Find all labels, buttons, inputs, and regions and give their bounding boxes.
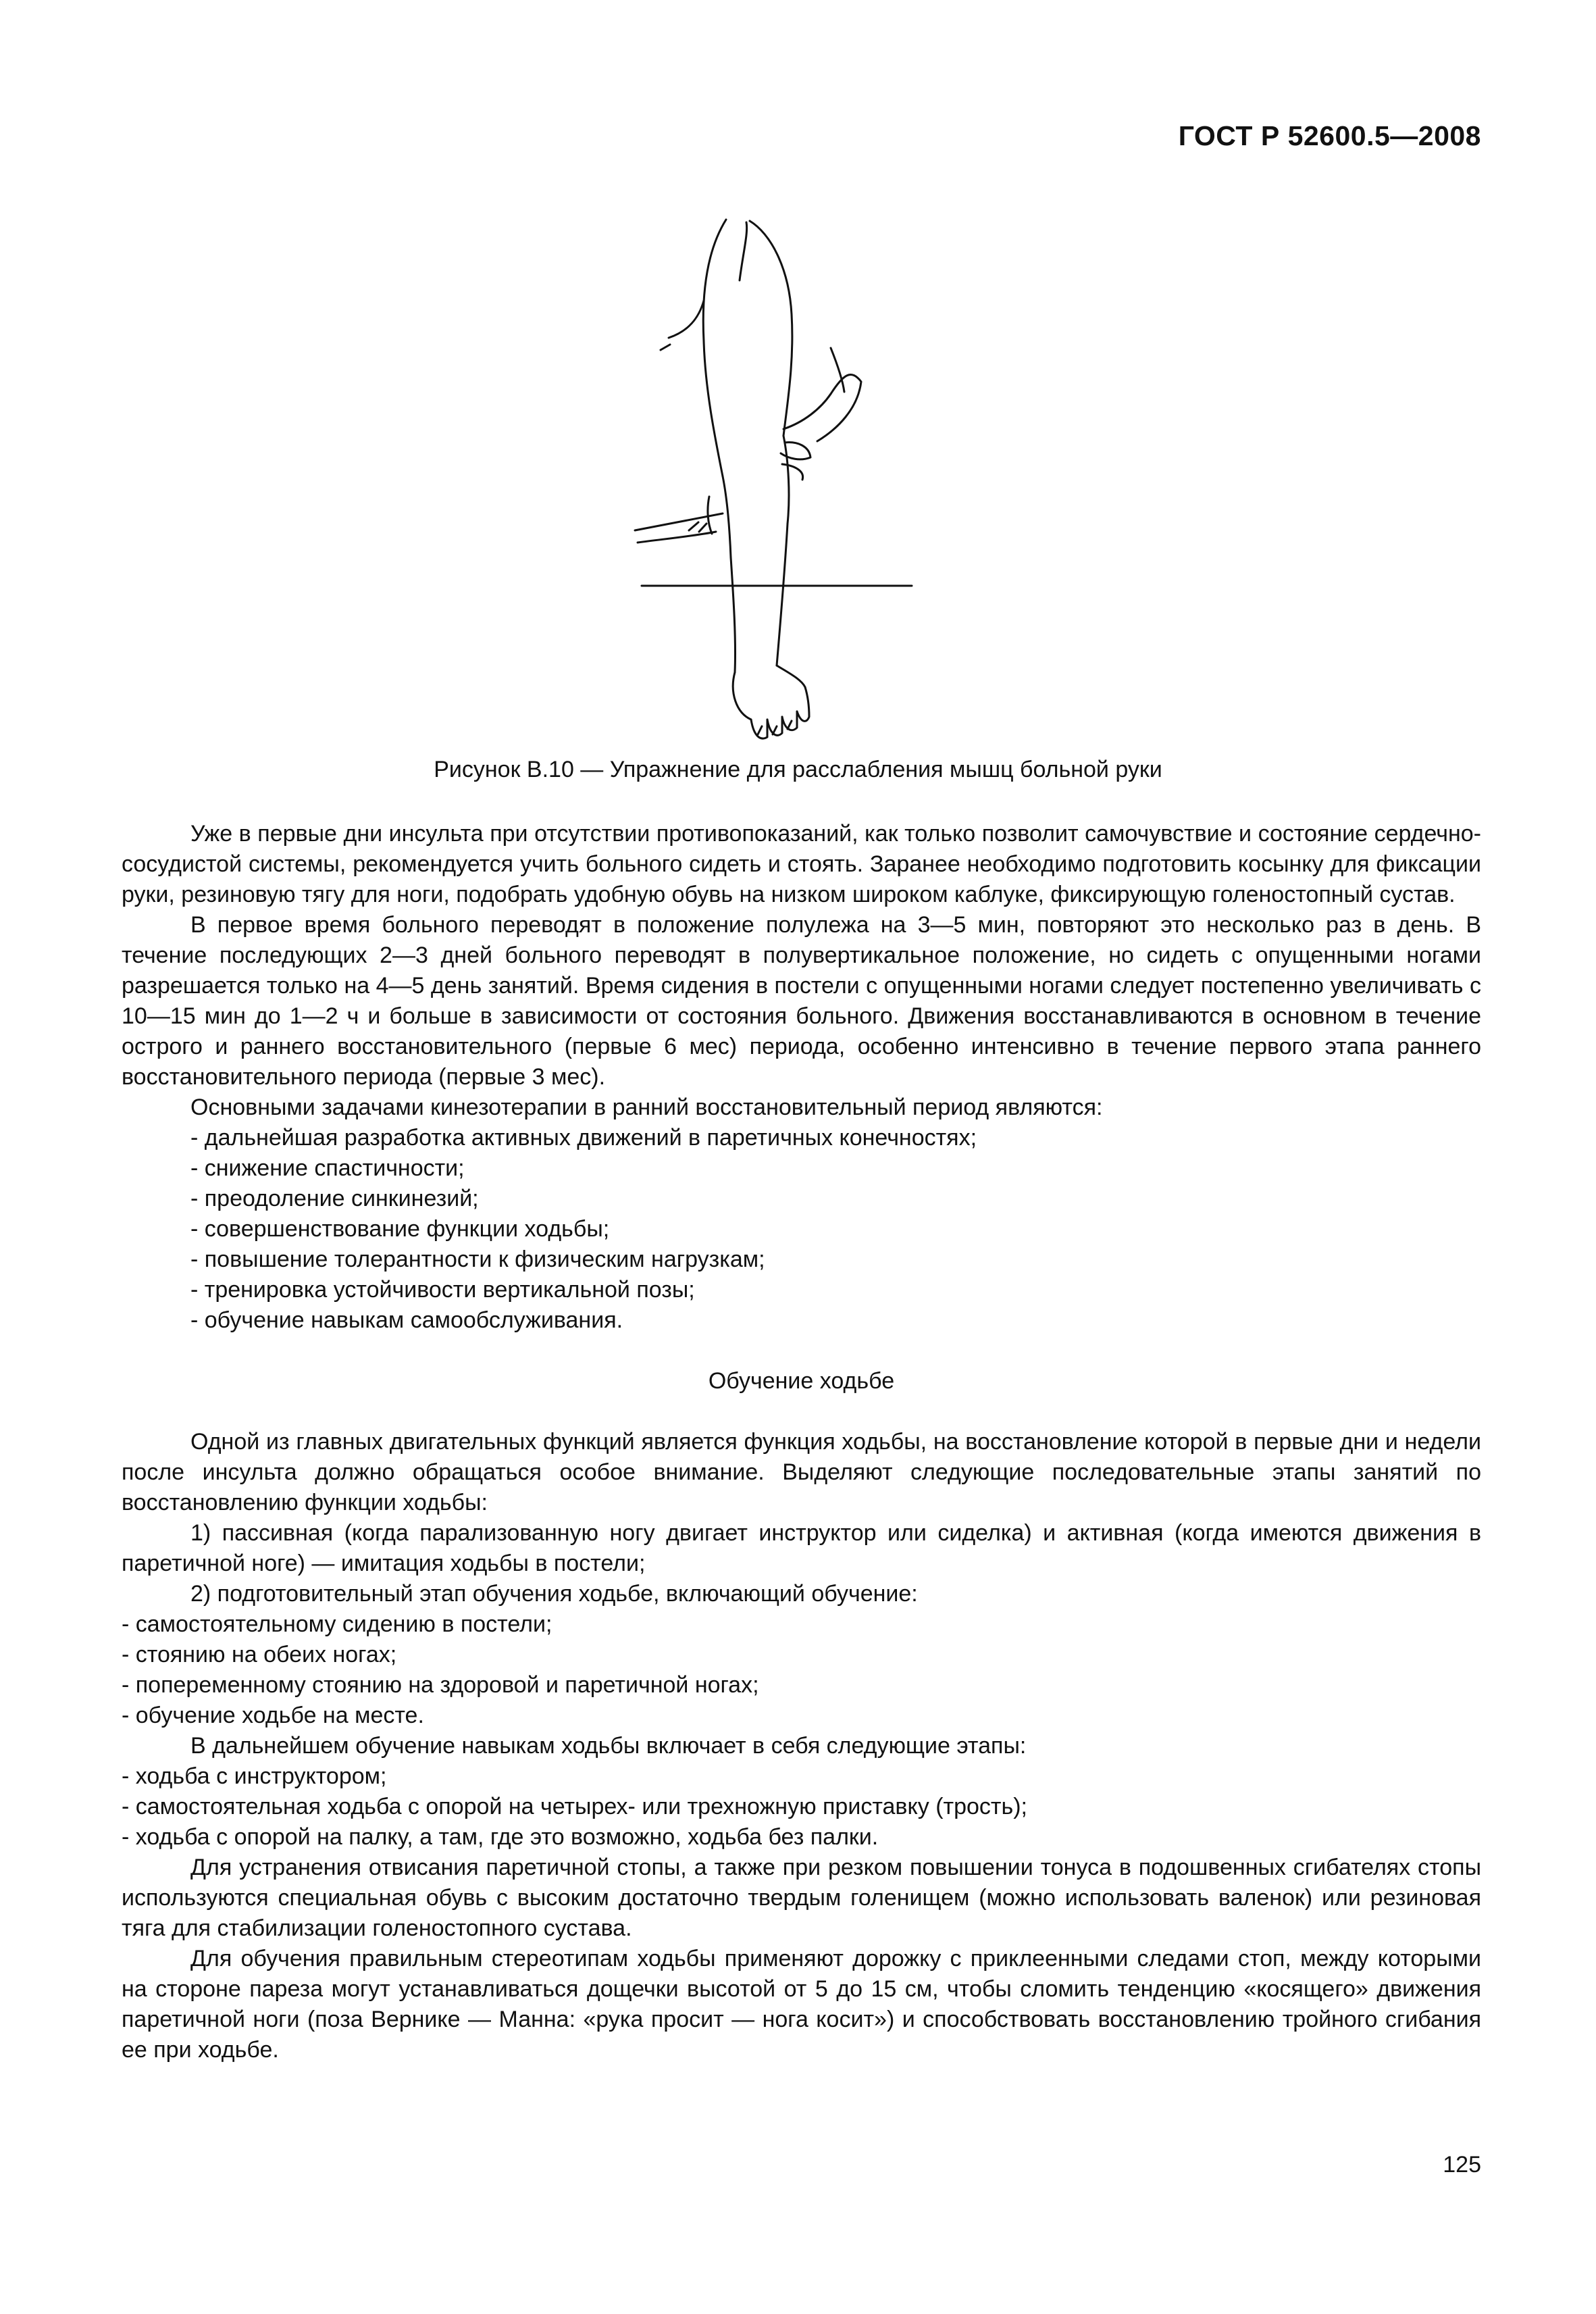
figure-caption: Рисунок В.10 — Упражнение для расслабления мышц больной руки (434, 757, 1162, 782)
list-item: - тренировка устойчивости вертикальной позы; (190, 1277, 695, 1303)
page-number: 125 (1443, 2152, 1481, 2178)
paragraph: 2) подготовительный этап обучения ходьбе, включающий обучение: (190, 1581, 918, 1607)
paragraph: В первое время больного переводят в положение полулежа на 3—5 мин, повторяют это несколько раз в день. В течение последующих 2—3 дней больного переводят в полувертикальное положение, но сидеть с опущенными ногами разрешается только на 4—5 день занятий. Время сидения в постели с опущенными ногами следует постепенно увеличивать с 10—15 мин до 1—2 ч и больше в зависимости от состояния больного. Движения восстанавливаются в основном в течение острого и раннего восстановительного (первые 6 мес) периода, особенно интенсивно в течение первого этапа раннего восстановительного периода (первые 3 мес). (122, 912, 1481, 1090)
list-item: - повышение толерантности к физическим нагрузкам; (190, 1247, 765, 1272)
list-item: - совершенствование функции ходьбы; (190, 1216, 610, 1242)
document-body (122, 819, 1481, 2065)
list-item: - самостоятельная ходьба с опорой на четырех- или трехножную приставку (трость); (122, 1794, 1027, 1819)
list-item: - попеременному стоянию на здоровой и паретичной ногах; (122, 1672, 759, 1698)
list-item: - обучение навыкам самообслуживания. (190, 1307, 623, 1333)
paragraph: Уже в первые дни инсульта при отсутствии противопоказаний, как только позволит самочувствие и состояние сердечно-сосудистой системы, рекомендуется учить больного сидеть и стоять. Заранее необходимо подготовить косынку для фиксации руки, резиновую тягу для ноги, подобрать удобную обувь на низком широком каблуке, фиксирующую голеностопный сустав. (122, 821, 1481, 907)
list-item: - преодоление синкинезий; (190, 1186, 479, 1211)
list-item: - ходьба с инструктором; (122, 1763, 387, 1789)
arm-exercise-illustration-icon (628, 206, 925, 747)
list-item: - стоянию на обеих ногах; (122, 1642, 397, 1667)
list-item: - снижение спастичности; (190, 1155, 465, 1181)
paragraph: Одной из главных двигательных функций является функция ходьбы, на восстановление которой в первые дни и недели после инсульта должно обращаться особое внимание. Выделяют следующие последовательные этапы занятий по восстановлению функции ходьбы: (122, 1429, 1481, 1515)
paragraph: Основными задачами кинезотерапии в ранний восстановительный период являются: (190, 1095, 1103, 1120)
list-item: - дальнейшая разработка активных движений в паретичных конечностях; (190, 1125, 977, 1151)
list-item: - самостоятельному сидению в постели; (122, 1611, 552, 1637)
paragraph: 1) пассивная (когда парализованную ногу двигает инструктор или сиделка) и активная (когда имеются движения в паретичной ноге) — имитация ходьбы в постели; (122, 1520, 1481, 1576)
paragraph: Для обучения правильным стереотипам ходьбы применяют дорожку с приклеенными следами стоп, между которыми на стороне пареза могут устанавливаться дощечки высотой от 5 до 15 см, чтобы сломить тенденцию «косящего» движения паретичной ноги (поза Вернике — Манна: «рука просит — нога косит») и способствовать восстановлению тройного сгибания ее при ходьбе. (122, 1946, 1481, 2063)
list-item: - ходьба с опорой на палку, а там, где это возможно, ходьба без палки. (122, 1824, 879, 1850)
list-item: - обучение ходьбе на месте. (122, 1703, 424, 1728)
paragraph: В дальнейшем обучение навыкам ходьбы включает в себя следующие этапы: (190, 1733, 1027, 1759)
document-standard-header: ГОСТ Р 52600.5—2008 (1178, 120, 1481, 151)
paragraph: Для устранения отвисания паретичной стопы, а также при резком повышении тонуса в подошвенных сгибателях стопы используются специальная обувь с высоким достаточно твердым голенищем (можно использовать валенок) или резиновая тяга для стабилизации голеностопного сустава. (122, 1855, 1481, 1941)
section-heading: Обучение ходьбе (708, 1368, 895, 1394)
